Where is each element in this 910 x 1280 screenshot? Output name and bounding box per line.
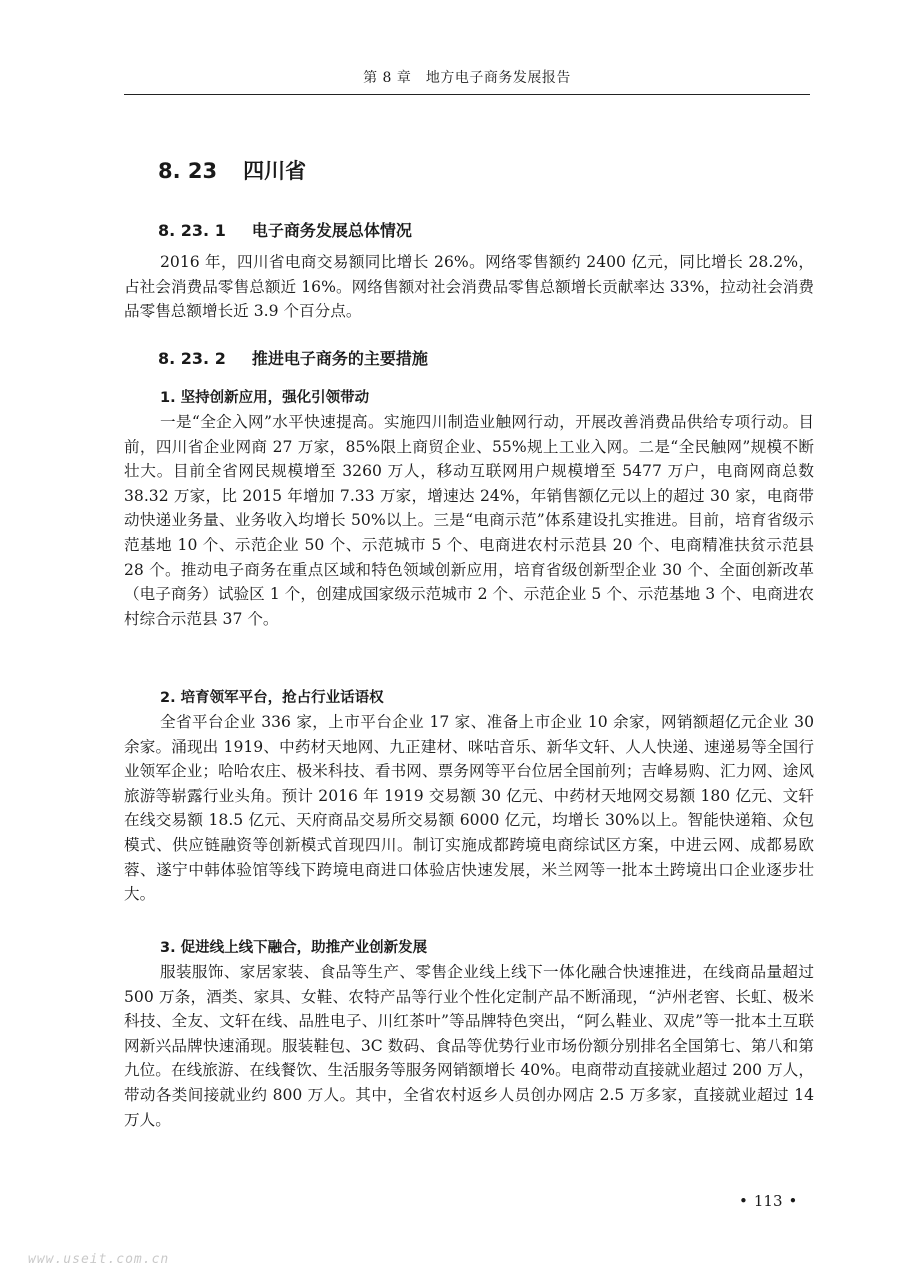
measure-paragraph-1: 一是“全企入网”水平快速提高。实施四川制造业触网行动，开展改善消费品供给专项行动。目前，四川省企业网商 27 万家，85%限上商贸企业、55%规上工业入网。二是“全民触网”规模不断壮大。目前全省网民规模增至 3260 万人，移动互联网用户规模增至 5477 万户，电商网商总数 38.32 万家，比 2015 年增加 7.33 万家，增速达 24%，年销售额亿元以上的超过 30 家，电商带动快递业务量、业务收入均增长 50%以上。三是“电商示范”体系建设扎实推进。目前，培育省级示范基地 10 个、示范企业 50 个、示范城市 5 个、电商进农村示范县 20 个、电商精准扶贫示范县 28 个。推动电子商务在重点区域和特色领域创新应用，培育省级创新型企业 30 个、全面创新改革（电子商务）试验区 1 个，创建成国家级示范城市 2 个、示范企业 5 个、示范基地 3 个、电商进农村综合示范县 37 个。 — [124, 413, 814, 628]
header-divider — [124, 94, 810, 95]
measure-paragraph-3: 服装服饰、家居家装、食品等生产、零售企业线上线下一体化融合快速推进，在线商品量超过 500 万条，酒类、家具、女鞋、农特产品等行业个性化定制产品不断涌现，“泸州老窖、长虹、极米科技、全友、文轩在线、品胜电子、川红茶叶”等品牌特色突出，“阿么鞋业、双虎”等一批本土互联网新兴品牌快速涌现。服装鞋包、3C 数码、食品等优势行业市场份额分别排名全国第七、第八和第九位。在线旅游、在线餐饮、生活服务等服务网销额增长 40%。电商带动直接就业超过 200 万人，带动各类间接就业约 800 万人。其中，全省农村返乡人员创办网店 2.5 万多家，直接就业超过 14 万人。 — [124, 963, 814, 1129]
subsection-number-2: 8. 23. 2 — [158, 349, 226, 368]
measure-title-1: 1. 坚持创新应用，强化引领带动 — [160, 390, 370, 406]
subsection-number-1: 8. 23. 1 — [158, 221, 226, 240]
section-number: 8. 23 — [158, 159, 218, 183]
subsection-name-2: 推进电子商务的主要措施 — [251, 349, 428, 368]
section-title — [158, 155, 306, 185]
page-number — [733, 1192, 803, 1210]
subsection-name-1: 电子商务发展总体情况 — [251, 221, 412, 240]
measure-title-2: 2. 培育领军平台，抢占行业话语权 — [160, 690, 384, 706]
page-number-dot-left: • — [739, 1192, 748, 1210]
running-header: 第 8 章 地方电子商务发展报告 — [363, 70, 571, 86]
subsection-title-2 — [158, 346, 428, 369]
section-name: 四川省 — [243, 159, 307, 183]
overview-paragraph: 2016 年，四川省电商交易额同比增长 26%。网络零售额约 2400 亿元，同比增长 28.2%，占社会消费品零售总额近 16%。网络售额对社会消费品零售总额增长贡献率达 33%，拉动社会消费品零售总额增长近 3.9 个百分点。 — [124, 253, 814, 321]
watermark: www.useit.com.cn — [28, 1252, 170, 1267]
page-number-dot-right: • — [788, 1192, 798, 1210]
subsection-title-1 — [158, 218, 412, 241]
page-number-value: 113 — [753, 1192, 783, 1210]
measure-paragraph-2: 全省平台企业 336 家，上市平台企业 17 家、准备上市企业 10 余家，网销额超亿元企业 30 余家。涌现出 1919、中药材天地网、九正建材、咪咕音乐、新华文轩、人人快递、速递易等全国行业领军企业；哈哈农庄、极米科技、看书网、票务网等平台位居全国前列；吉峰易购、汇力网、途风旅游等崭露行业头角。预计 2016 年 1919 交易额 30 亿元、中药材天地网交易额 180 亿元、文轩在线交易额 18.5 亿元、天府商品交易所交易额 6000 亿元，均增长 30%以上。智能快递箱、众包模式、供应链融资等创新模式首现四川。制订实施成都跨境电商综试区方案，中进云网、成都易欧蓉、遂宁中韩体验馆等线下跨境电商进口体验店快速发展，米兰网等一批本土跨境出口企业逐步壮大。 — [124, 713, 814, 904]
measure-title-3: 3. 促进线上线下融合，助推产业创新发展 — [160, 940, 428, 956]
